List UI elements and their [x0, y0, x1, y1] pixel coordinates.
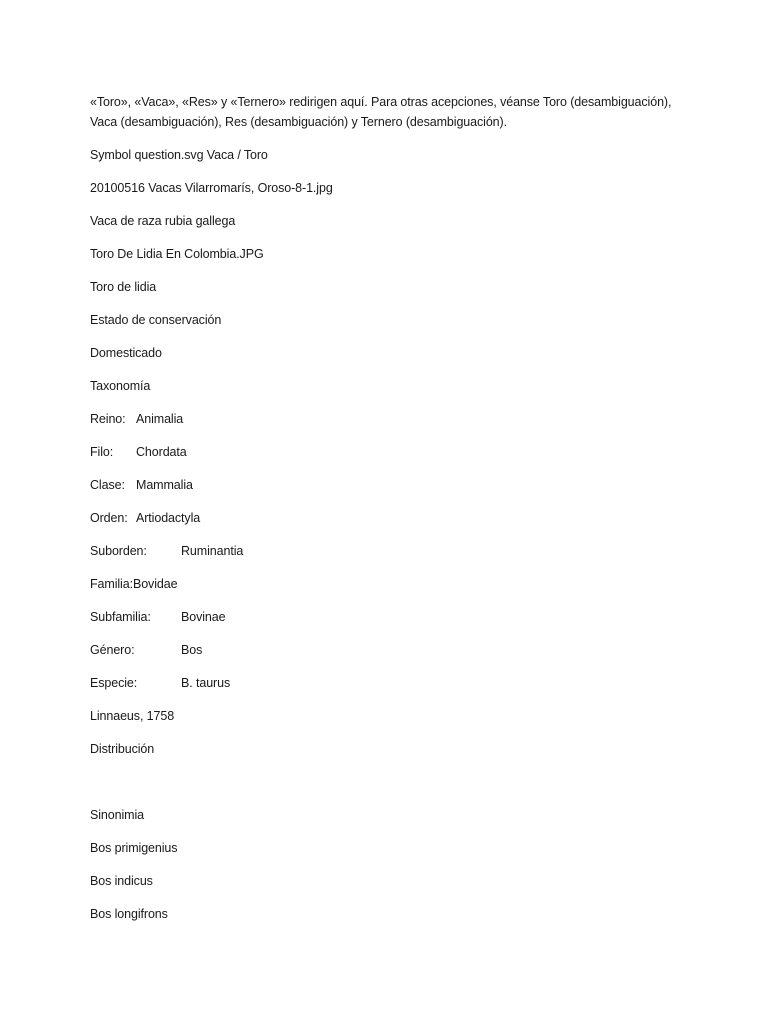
taxonomy-key: Género: — [90, 643, 135, 657]
taxonomy-value: Bovidae — [132, 577, 178, 591]
redirect-note: «Toro», «Vaca», «Res» y «Ternero» redirigen aquí. Para otras acepciones, véanse Toro (desambiguación), Vaca (desambiguación), Res (desambiguación) y Ternero (desambiguación). — [90, 95, 672, 129]
taxonomy-key: Orden: — [90, 511, 128, 525]
taxonomy-row-subfamilia — [90, 607, 690, 627]
taxonomy-row-filo — [90, 442, 690, 462]
conservation-heading: Estado de conservación — [90, 313, 222, 327]
taxonomy-row-suborden — [90, 541, 690, 561]
taxonomy-row-orden — [90, 508, 690, 528]
taxonomy-row-familia — [90, 574, 690, 594]
synonym-item: Bos longifrons — [90, 907, 168, 921]
symbol-line: Symbol question.svg Vaca / Toro — [90, 148, 268, 162]
synonym-item: Bos indicus — [90, 874, 153, 888]
taxonomy-value: Bovinae — [181, 610, 226, 624]
image-filename-1: 20100516 Vacas Vilarromarís, Oroso-8-1.jpg — [90, 181, 333, 195]
taxonomy-row-clase — [90, 475, 690, 495]
taxonomy-value: Ruminantia — [181, 544, 244, 558]
taxonomy-key: Suborden: — [90, 544, 147, 558]
taxonomy-row-genero — [90, 640, 690, 660]
taxonomy-value: Bos — [181, 643, 203, 657]
taxonomy-heading: Taxonomía — [90, 379, 151, 393]
synonym-item: Bos primigenius — [90, 841, 178, 855]
synonymy-heading: Sinonimia — [90, 808, 144, 822]
taxonomy-row-reino — [90, 409, 690, 429]
taxonomy-value: Mammalia — [136, 478, 193, 492]
taxonomy-key: Clase: — [90, 478, 125, 492]
conservation-value: Domesticado — [90, 346, 162, 360]
taxonomy-key: Subfamilia: — [90, 610, 151, 624]
document-page — [90, 92, 690, 924]
taxonomy-key: Filo: — [90, 445, 114, 459]
taxonomy-key: Especie: — [90, 676, 138, 690]
image-caption-2: Toro de lidia — [90, 280, 157, 294]
image-caption-1: Vaca de raza rubia gallega — [90, 214, 236, 228]
image-filename-2: Toro De Lidia En Colombia.JPG — [90, 247, 264, 261]
taxonomy-key: Reino: — [90, 412, 126, 426]
distribution-heading: Distribución — [90, 742, 155, 756]
taxonomy-key: Familia: — [90, 577, 133, 591]
taxonomy-row-especie — [90, 673, 690, 693]
taxonomy-value: Chordata — [136, 445, 187, 459]
taxonomy-value: Animalia — [136, 412, 184, 426]
taxonomy-value: B. taurus — [181, 676, 231, 690]
taxonomy-value: Artiodactyla — [136, 511, 201, 525]
taxonomy-authority: Linnaeus, 1758 — [90, 709, 175, 723]
